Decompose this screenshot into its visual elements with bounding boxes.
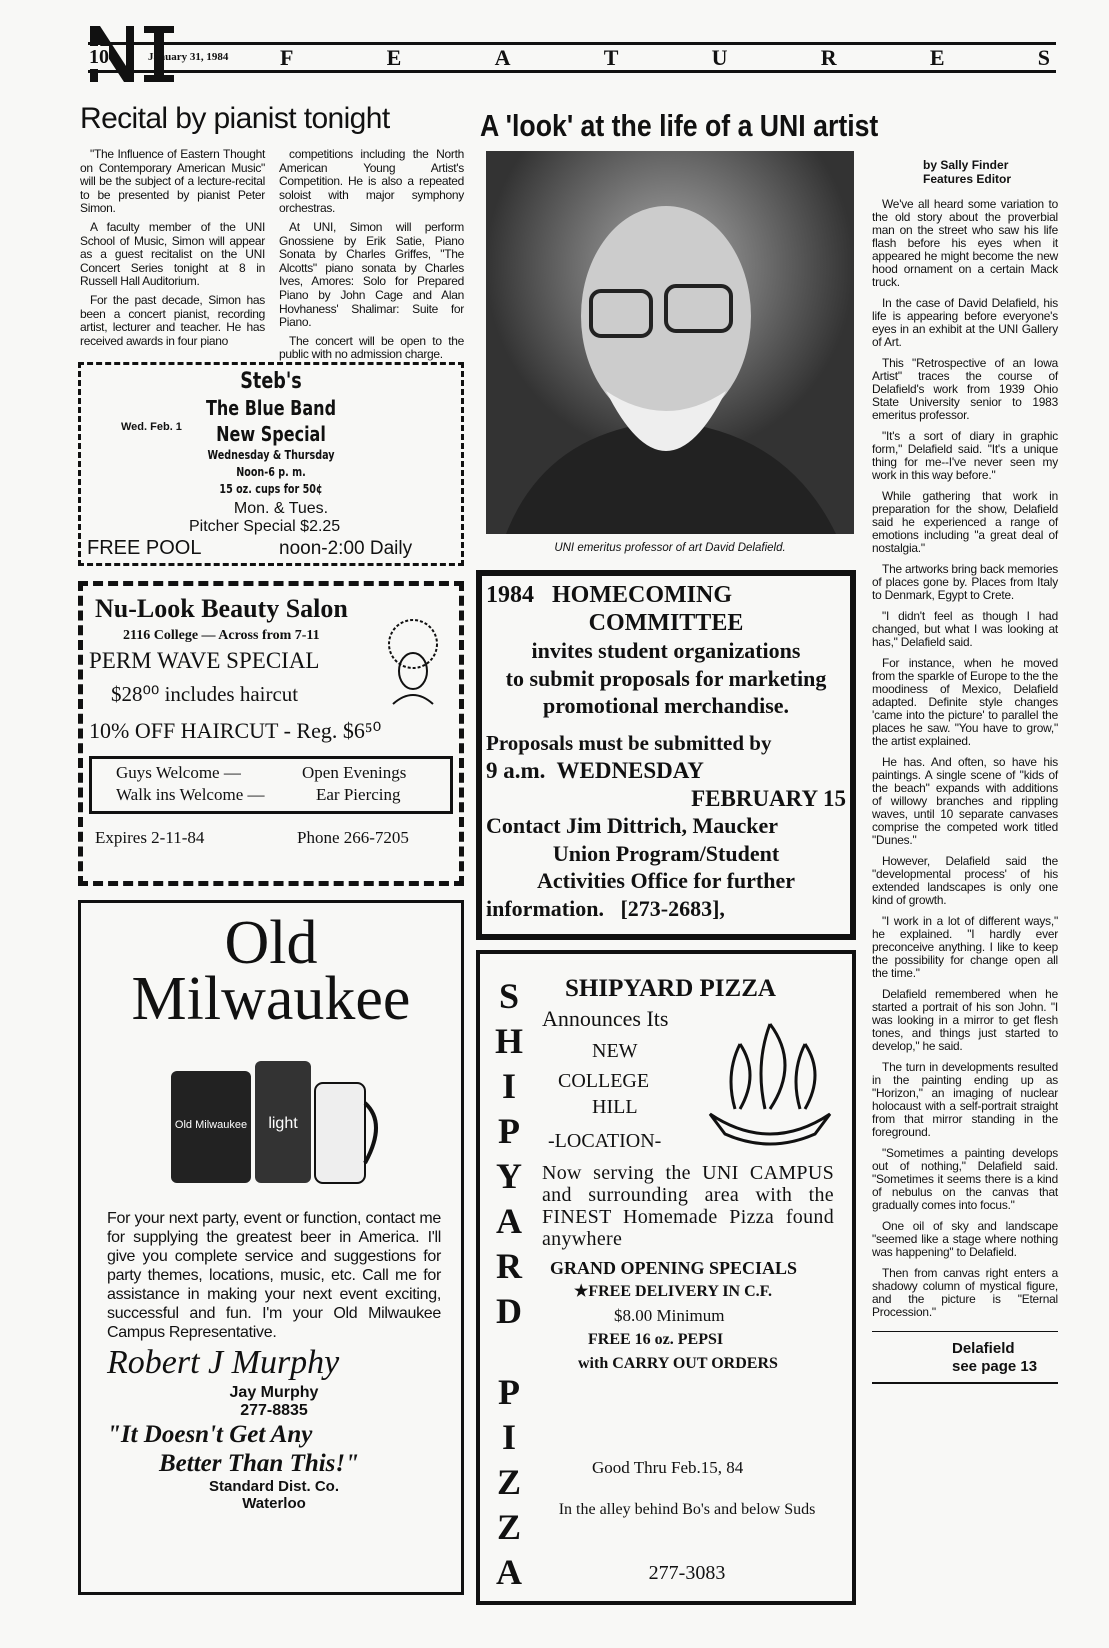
shipyard-college: COLLEGE [558, 1070, 650, 1092]
section-letter: F [280, 45, 294, 70]
section-letter: S [1037, 45, 1050, 70]
shipyard-flow [542, 1162, 834, 1376]
stebs-ad [78, 362, 464, 566]
paragraph: The artworks bring back memories of places gone by. Places from Italy to Denmark, Egypt to Crete. [872, 562, 1058, 602]
paragraph: "I work in a lot of different ways," he explained. "I hardly ever preconceive anything. I like to keep the possibility for change open all the time." [872, 914, 1058, 980]
section-letter: T [603, 45, 619, 70]
paragraph: In the case of David Delafield, his life is appearing before everyone's eyes in an exhibit at the UNI Gallery of Art. [872, 296, 1058, 349]
stebs-days: Wednesday & Thursday [207, 448, 335, 462]
beer-cans-mug-icon [171, 1053, 391, 1193]
nulook-phone: Phone 266-7205 [297, 828, 409, 847]
slogan-line1: "It Doesn't Get Any [107, 1421, 313, 1448]
old-milwaukee-logo [81, 909, 461, 1033]
rep-name: Jay Murphy [229, 1384, 319, 1401]
vertical-letter: R [496, 1246, 522, 1286]
section-letter: E [386, 45, 402, 70]
artist-headline: A 'look' at the life of a UNI artist [480, 108, 879, 143]
section-letter: R [820, 45, 837, 70]
vertical-letter: S [498, 976, 520, 1016]
milwaukee-body: For your next party, event or function, contact me for supplying the greatest beer in America. I'll give you complete service and suggestions for party themes, locations, music, etc. Call me for assistance in making your next event exciting, successful and fun. I'm your Old Milwaukee Campus Representative. [107, 1210, 441, 1341]
stebs-special: New Special [216, 422, 326, 446]
homecoming-line: invites student organizations [531, 638, 801, 663]
logo-line2: Milwaukee [131, 965, 411, 1033]
slogan-line2: Better Than This!" [159, 1450, 360, 1477]
shipyard-title: SHIPYARD PIZZA [565, 975, 776, 1002]
photo-caption: UNI emeritus professor of art David Delafield. [554, 542, 786, 554]
paragraph: Then from canvas right enters a shadowy column of mystical figure, and the picture is "Eternal Procession." [872, 1266, 1058, 1319]
paragraph: The concert will be open to the public with no admission charge. [279, 333, 464, 362]
section-letter: U [711, 45, 728, 70]
stebs-pool-hours: noon-2:00 Daily [279, 538, 413, 559]
nulook-expires: Expires 2-11-84 [95, 828, 205, 847]
feature-piercing: Ear Piercing [316, 785, 401, 804]
vertical-shipyard-pizza [494, 974, 524, 1595]
shipyard-pizza-ad [476, 950, 856, 1605]
nulook-perm-price: $28⁰⁰ includes haircut [111, 682, 299, 706]
homecoming-line: promotional merchandise. [542, 693, 790, 718]
shipyard-location: -LOCATION- [548, 1130, 662, 1152]
vertical-letter: Z [496, 1462, 521, 1502]
homecoming-line: FEBRUARY 15 [691, 785, 846, 811]
shipyard-good-thru: Good Thru Feb.15, 84 [592, 1458, 744, 1477]
section-title [280, 45, 1050, 71]
homecoming-line: Proposals must be submitted by [486, 730, 772, 755]
paragraph: For instance, when he moved from the sparkle of Europe to the the moodiness of Mexico, Delafield adapted. Definite style changes 'came into the picture' to parallel the places he saw. "You have to grow," the artist explained. [872, 656, 1058, 748]
paragraph: One oil of sky and landscape "seemed like a stage where nothing was happening" to Delafield. [872, 1219, 1058, 1259]
paragraph: "The Influence of Eastern Thought on Contemporary American Music" will be the subject of a lecture-recital to be presented by pianist Peter Simon. [80, 147, 265, 216]
paragraph: Delafield remembered when he started a portrait of his son John. "I was looking in a mirror to get flesh tones, and things just started to develop," he said. [872, 987, 1058, 1053]
homecoming-line: Union Program/Student [552, 840, 780, 866]
paragraph: For the past decade, Simon has been a concert pianist, recording artist, lecturer and teacher. He has received awards in four piano [80, 292, 265, 348]
shipyard-minimum: $8.00 Minimum [614, 1306, 725, 1325]
bottom-rule [872, 1382, 1058, 1384]
homecoming-line: COMMITTEE [588, 609, 744, 636]
jump-line [872, 1332, 1058, 1382]
shipyard-phone: 277-3083 [648, 1562, 726, 1584]
feature-walkins: Walk ins Welcome — [116, 785, 265, 804]
shipyard-pepsi: FREE 16 oz. PEPSI [588, 1331, 724, 1348]
paragraph: competitions including the North American Young Artist's Competition. He is also a repeated soloist with major symphony orchestras. [279, 147, 464, 216]
woman-portrait-icon [373, 616, 453, 706]
stebs-mon-tues: Mon. & Tues. [233, 500, 329, 517]
paragraph: We've all heard some variation to the old story about the proverbial man on the street who saw his life flash before his eyes when it appeared he might become the new hood ornament on a certain Mack truck. [872, 197, 1058, 289]
vertical-letter: P [498, 1111, 520, 1151]
sailing-ship-icon [705, 1014, 835, 1154]
stebs-pool: FREE POOL [87, 537, 202, 559]
paragraph: However, Delafield said the "developmental process' of his extended landscapes is only one kind of growth. [872, 854, 1058, 907]
city: Waterloo [242, 1495, 306, 1512]
homecoming-line: Contact Jim Dittrich, Maucker [486, 813, 779, 838]
stebs-date: Wed. Feb. 1 [121, 421, 182, 433]
vertical-letter: A [496, 1552, 522, 1592]
vertical-letter: D [496, 1291, 522, 1331]
artist-column [872, 198, 1058, 1327]
nulook-perm: PERM WAVE SPECIAL [89, 648, 320, 673]
vertical-letter: I [501, 1417, 516, 1457]
recital-column-1 [80, 148, 265, 353]
nulook-name: Nu-Look Beauty Salon [95, 594, 348, 623]
jump-name: Delafield [952, 1340, 1015, 1357]
nulook-ad [78, 581, 464, 886]
vertical-letter: Y [496, 1156, 522, 1196]
homecoming-line: information. [273-2683], [486, 895, 725, 921]
paragraph: "It's a sort of diary in graphic form," Delafield said. "It's a unique thing for me--I've never seen my work in this way before." [872, 429, 1058, 482]
rep-phone: 277-8835 [240, 1402, 308, 1419]
paragraph: At UNI, Simon will perform Gnossiene by Erik Satie, Piano Sonata by Charles Griffes, "The Alcotts" piano sonata by Charles Ives, Amores: Solo for Prepared Piano by John Cage and Alan Hovhaness' Shalimar: Suite for Piano. [279, 219, 464, 330]
section-letter: E [929, 45, 945, 70]
artist-flow [872, 198, 1058, 1384]
stebs-name: Steb's [240, 369, 302, 394]
recital-column-2 [279, 148, 464, 367]
shipyard-carryout: with CARRY OUT ORDERS [578, 1355, 778, 1372]
company: Standard Dist. Co. [208, 1478, 339, 1495]
paragraph: A faculty member of the UNI School of Music, Simon will appear as a guest recitalist on the UNI Concert Series tonight at 8 in Russell Hall Auditorium. [80, 219, 265, 289]
can1-label: Old Milwaukee [174, 1119, 248, 1131]
byline: by Sally Finder [923, 158, 1009, 172]
vertical-letter: Z [496, 1507, 521, 1547]
page-number: 10 [89, 46, 109, 68]
paragraph: "Sometimes a painting develops out of nothing," Delafield said. "Sometimes it seems there is a kind of nebulus on the canvas that gradually comes into focus." [872, 1146, 1058, 1212]
homecoming-line: Activities Office for further [537, 868, 795, 893]
homecoming-line: to submit proposals for marketing [505, 665, 827, 691]
shipyard-hill: HILL [592, 1096, 638, 1118]
nulook-haircut: 10% OFF HAIRCUT - Reg. $6⁵⁰ [89, 718, 382, 743]
shipyard-delivery: ★FREE DELIVERY IN C.F. [574, 1283, 772, 1300]
homecoming-text [482, 576, 850, 922]
homecoming-ad [476, 570, 856, 940]
can2-label: light [268, 1115, 298, 1132]
stebs-pitcher: Pitcher Special $2.25 [189, 518, 341, 535]
stebs-hours: Noon-6 p. m. [236, 465, 306, 479]
jump-page: see page 13 [952, 1358, 1038, 1375]
feature-evenings: Open Evenings [302, 763, 407, 782]
delafield-photo [486, 151, 854, 534]
old-milwaukee-ad [78, 900, 464, 1595]
stebs-cups: 15 oz. cups for 50¢ [219, 482, 323, 496]
paragraph: While gathering that work in preparation for the show, Delafield said he experienced a range of emotions including "a great deal of nostalgia." [872, 489, 1058, 555]
logo-line1: Old [224, 909, 318, 977]
paragraph: The turn in developments resulted in the painting ending up as "Horizon," an imaging of nuclear holocaust with a self-portrait straight from that mirror standing in the foreground. [872, 1060, 1058, 1139]
paragraph: "I didn't feel as though I had changed, but what I was looking at has," Delafield said. [872, 609, 1058, 649]
nulook-address: 2116 College — Across from 7-11 [123, 628, 320, 643]
vertical-letter: A [496, 1201, 522, 1241]
paragraph: He has. And often, so have his paintings. A single scene of "kids of the beach" expands with additions of willowy branches and rippling waves, until 10 separate canvases comprise the competed work titled "Dunes." [872, 755, 1058, 847]
nulook-features-box [89, 756, 453, 814]
shipyard-serving: Now serving the UNI CAMPUS and surrounding area with the FINEST Homemade Pizza found anywhere [542, 1162, 834, 1250]
vertical-letter: I [501, 1066, 516, 1106]
shipyard-grand: GRAND OPENING SPECIALS [550, 1258, 798, 1278]
homecoming-line: 9 a.m. WEDNESDAY [486, 758, 704, 783]
vertical-letter: H [494, 1021, 523, 1061]
vertical-letter: P [498, 1372, 520, 1412]
byline-title: Features Editor [923, 172, 1012, 186]
issue-date: January 31, 1984 [148, 51, 229, 63]
homecoming-line: 1984 HOMECOMING [486, 582, 732, 608]
paragraph: This "Retrospective of an Iowa Artist" traces the course of Delafield's work from 1939 Ohio State University senior to 1983 emeritus professor. [872, 356, 1058, 422]
feature-guys: Guys Welcome — [116, 763, 241, 782]
milwaukee-flow [107, 1209, 441, 1512]
shipyard-announces: Announces Its [542, 1006, 669, 1031]
recital-headline: Recital by pianist tonight [80, 102, 390, 135]
stebs-band: The Blue Band [205, 396, 337, 420]
shipyard-new: NEW [592, 1040, 638, 1062]
section-letter: A [494, 45, 511, 70]
shipyard-alley: In the alley behind Bo's and below Suds [558, 1501, 816, 1518]
signature: Robert J Murphy [107, 1344, 340, 1381]
